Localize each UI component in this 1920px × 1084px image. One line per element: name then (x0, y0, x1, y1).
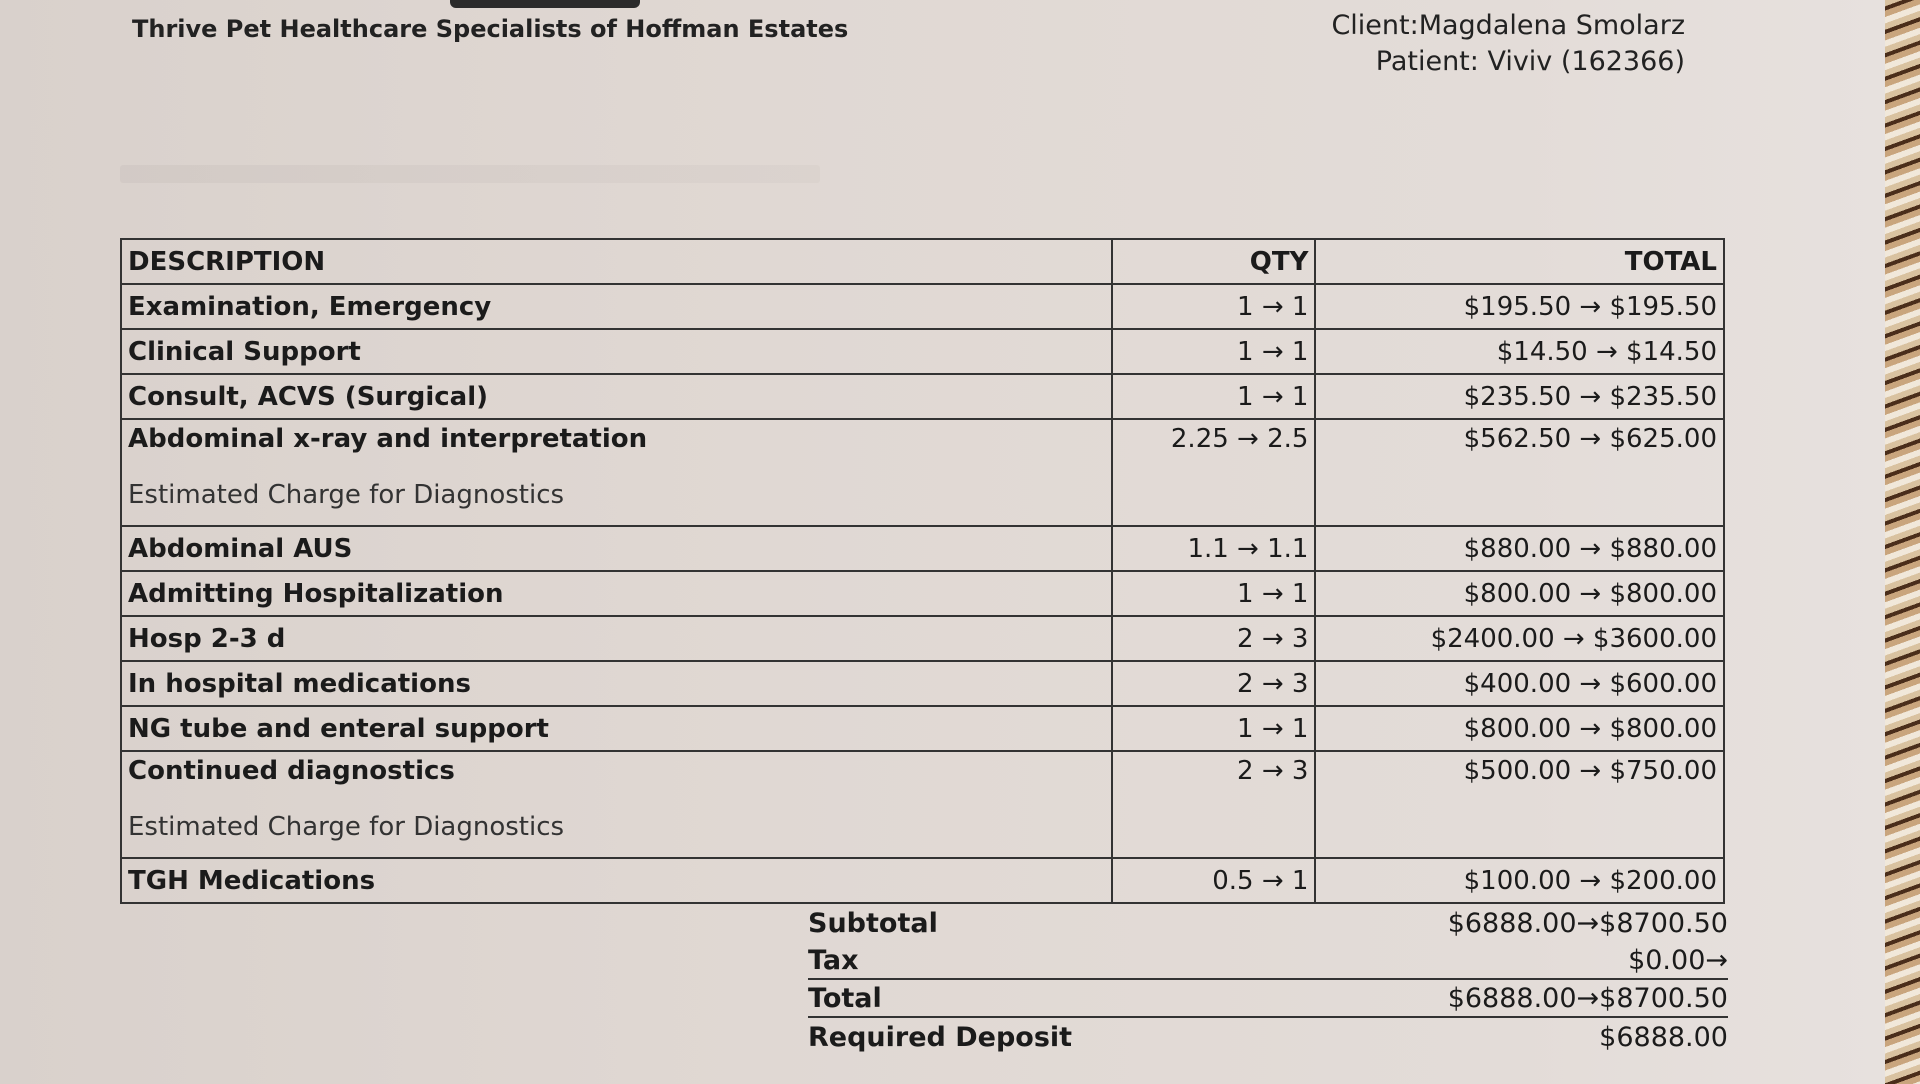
row-note: Estimated Charge for Diagnostics (128, 480, 565, 510)
row-description (121, 616, 1112, 661)
row-total: $880.00 → $880.00 (1315, 526, 1724, 571)
column-header-description: DESCRIPTION (121, 239, 1112, 284)
row-description-text: Continued diagnostics (128, 756, 455, 786)
row-description-text: TGH Medications (128, 865, 376, 896)
row-description (121, 329, 1112, 374)
deposit-value: $6888.00 (1599, 1021, 1728, 1053)
row-total: $800.00 → $800.00 (1315, 706, 1724, 751)
row-description (121, 706, 1112, 751)
row-qty: 1 → 1 (1112, 329, 1316, 374)
paper-clip-tab (450, 0, 640, 8)
table-row (121, 661, 1724, 706)
row-total: $14.50 → $14.50 (1315, 329, 1724, 374)
subtotal-value: $6888.00→$8700.50 (1447, 907, 1728, 939)
row-qty: 1 → 1 (1112, 571, 1316, 616)
row-description (121, 526, 1112, 571)
row-total: $2400.00 → $3600.00 (1315, 616, 1724, 661)
row-total: $400.00 → $600.00 (1315, 661, 1724, 706)
row-total: $500.00 → $750.00 (1315, 751, 1724, 858)
row-description-text: Clinical Support (128, 336, 361, 367)
row-description (121, 751, 1112, 858)
row-total: $800.00 → $800.00 (1315, 571, 1724, 616)
subtotal-label: Subtotal (808, 907, 938, 939)
row-description (121, 374, 1112, 419)
row-description-text: Hosp 2-3 d (128, 623, 286, 654)
table-row (121, 751, 1724, 858)
column-header-total: TOTAL (1315, 239, 1724, 284)
table-body (121, 284, 1724, 903)
row-qty: 1 → 1 (1112, 374, 1316, 419)
client-name: Client:Magdalena Smolarz (1331, 10, 1685, 41)
table-row (121, 419, 1724, 526)
row-total: $562.50 → $625.00 (1315, 419, 1724, 526)
column-header-qty: QTY (1112, 239, 1316, 284)
deposit-row (808, 1018, 1728, 1056)
row-total: $235.50 → $235.50 (1315, 374, 1724, 419)
row-total: $100.00 → $200.00 (1315, 858, 1724, 903)
faded-text-line (120, 165, 820, 183)
row-description (121, 858, 1112, 903)
row-total: $195.50 → $195.50 (1315, 284, 1724, 329)
total-label: Total (808, 982, 882, 1014)
summary-block (808, 904, 1728, 1056)
row-description-text: Examination, Emergency (128, 291, 492, 322)
table-row (121, 616, 1724, 661)
row-qty: 0.5 → 1 (1112, 858, 1316, 903)
table-row (121, 284, 1724, 329)
carpet-background (1885, 0, 1920, 1084)
practice-name: Thrive Pet Healthcare Specialists of Hoffman Estates (132, 15, 849, 43)
row-qty: 1 → 1 (1112, 706, 1316, 751)
table-row (121, 526, 1724, 571)
table-row (121, 706, 1724, 751)
subtotal-row (808, 904, 1728, 942)
table-row (121, 374, 1724, 419)
row-description-text: In hospital medications (128, 668, 471, 699)
total-row (808, 980, 1728, 1018)
table-header-row (121, 239, 1724, 284)
row-qty: 1 → 1 (1112, 284, 1316, 329)
row-description-text: Consult, ACVS (Surgical) (128, 381, 489, 412)
row-qty: 2 → 3 (1112, 616, 1316, 661)
row-description (121, 571, 1112, 616)
row-description-text: Abdominal AUS (128, 533, 353, 564)
row-description (121, 419, 1112, 526)
patient-name: Patient: Viviv (162366) (1375, 46, 1685, 77)
deposit-label: Required Deposit (808, 1021, 1073, 1053)
estimate-table (120, 238, 1725, 904)
row-description-text: NG tube and enteral support (128, 713, 549, 744)
row-qty: 2 → 3 (1112, 661, 1316, 706)
row-description-text: Abdominal x-ray and interpretation (128, 424, 648, 454)
row-qty: 2 → 3 (1112, 751, 1316, 858)
tax-row (808, 942, 1728, 980)
row-qty: 2.25 → 2.5 (1112, 419, 1316, 526)
row-qty: 1.1 → 1.1 (1112, 526, 1316, 571)
row-description (121, 284, 1112, 329)
client-info (1331, 8, 1685, 80)
row-description (121, 661, 1112, 706)
total-value: $6888.00→$8700.50 (1447, 982, 1728, 1014)
tax-label: Tax (808, 944, 859, 976)
row-description-text: Admitting Hospitalization (128, 578, 504, 609)
row-note: Estimated Charge for Diagnostics (128, 812, 565, 842)
table-row (121, 858, 1724, 903)
tax-value: $0.00→ (1628, 944, 1728, 976)
table-row (121, 329, 1724, 374)
table-row (121, 571, 1724, 616)
